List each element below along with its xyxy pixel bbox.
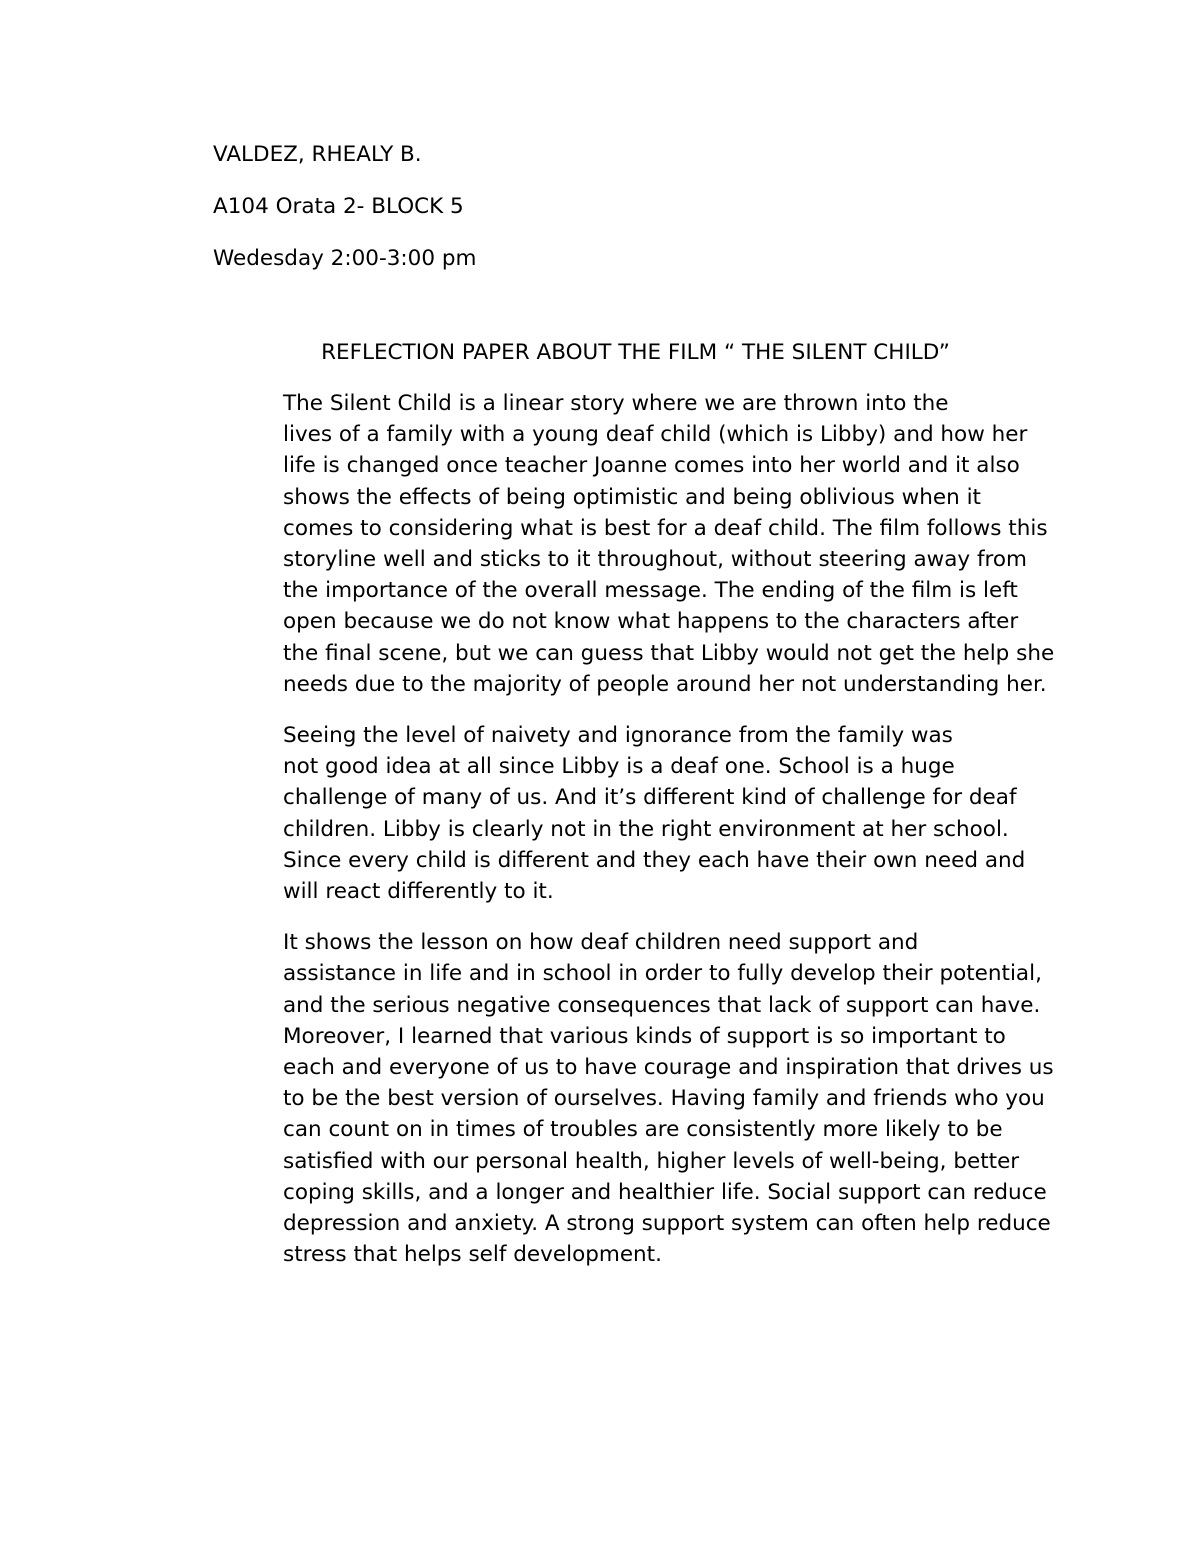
paragraph-line: coping skills, and a longer and healthier life. Social support can reduce	[283, 1179, 1047, 1205]
paragraph-line: life is changed once teacher Joanne comes into her world and it also	[283, 453, 1020, 479]
paragraph-line: Since every child is different and they each have their own need and	[283, 847, 1026, 873]
paper-title: REFLECTION PAPER ABOUT THE FILM “ THE SILENT CHILD”	[321, 340, 950, 365]
paragraph-line: each and everyone of us to have courage and inspiration that drives us	[283, 1055, 1054, 1081]
paragraph-1	[213, 388, 1058, 700]
paragraph-line: the final scene, but we can guess that Libby would not get the help she	[283, 640, 1055, 666]
paragraph-line: depression and anxiety. A strong support system can often help reduce	[283, 1211, 1051, 1237]
document-body	[213, 139, 1058, 1290]
paragraph-line: to be the best version of ourselves. Having family and friends who you	[283, 1086, 1045, 1112]
paragraph-line: will react differently to it.	[283, 879, 554, 905]
paragraph-line: the importance of the overall message. The ending of the film is left	[283, 578, 1018, 604]
paragraph-line: Moreover, I learned that various kinds of support is so important to	[283, 1023, 1006, 1049]
paragraph-line: needs due to the majority of people around her not understanding her.	[283, 671, 1047, 697]
paragraph-line: It shows the lesson on how deaf children need support and	[283, 930, 919, 956]
class-schedule: Wedesday 2:00-3:00 pm	[213, 246, 477, 271]
paragraph-line: satisfied with our personal health, higher levels of well-being, better	[283, 1148, 1020, 1174]
paragraph-line: shows the effects of being optimistic and being oblivious when it	[283, 484, 981, 510]
paragraph-line: can count on in times of troubles are consistently more likely to be	[283, 1117, 1003, 1143]
paragraph-line: Seeing the level of naivety and ignorance from the family was	[283, 723, 953, 749]
paragraph-line: stress that helps self development.	[283, 1242, 662, 1268]
paragraph-2	[213, 720, 1058, 907]
paragraph-3	[213, 927, 1058, 1270]
paragraph-line: The Silent Child is a linear story where we are thrown into the	[283, 391, 949, 416]
paragraph-line: and the serious negative consequences that lack of support can have.	[283, 992, 1041, 1018]
paragraph-line: challenge of many of us. And it’s different kind of challenge for deaf	[283, 785, 1017, 811]
course-block: A104 Orata 2- BLOCK 5	[213, 194, 464, 219]
paragraph-line: storyline well and sticks to it throughout, without steering away from	[283, 547, 1027, 573]
student-name: VALDEZ, RHEALY B.	[213, 142, 422, 167]
paragraph-line: assistance in life and in school in order to fully develop their potential,	[283, 961, 1042, 987]
paragraph-line: not good idea at all since Libby is a deaf one. School is a huge	[283, 754, 955, 780]
paragraph-line: comes to considering what is best for a deaf child. The film follows this	[283, 515, 1048, 541]
paragraph-line: lives of a family with a young deaf child (which is Libby) and how her	[283, 422, 1028, 448]
paragraph-line: children. Libby is clearly not in the right environment at her school.	[283, 816, 1009, 842]
paragraph-line: open because we do not know what happens to the characters after	[283, 609, 1019, 635]
